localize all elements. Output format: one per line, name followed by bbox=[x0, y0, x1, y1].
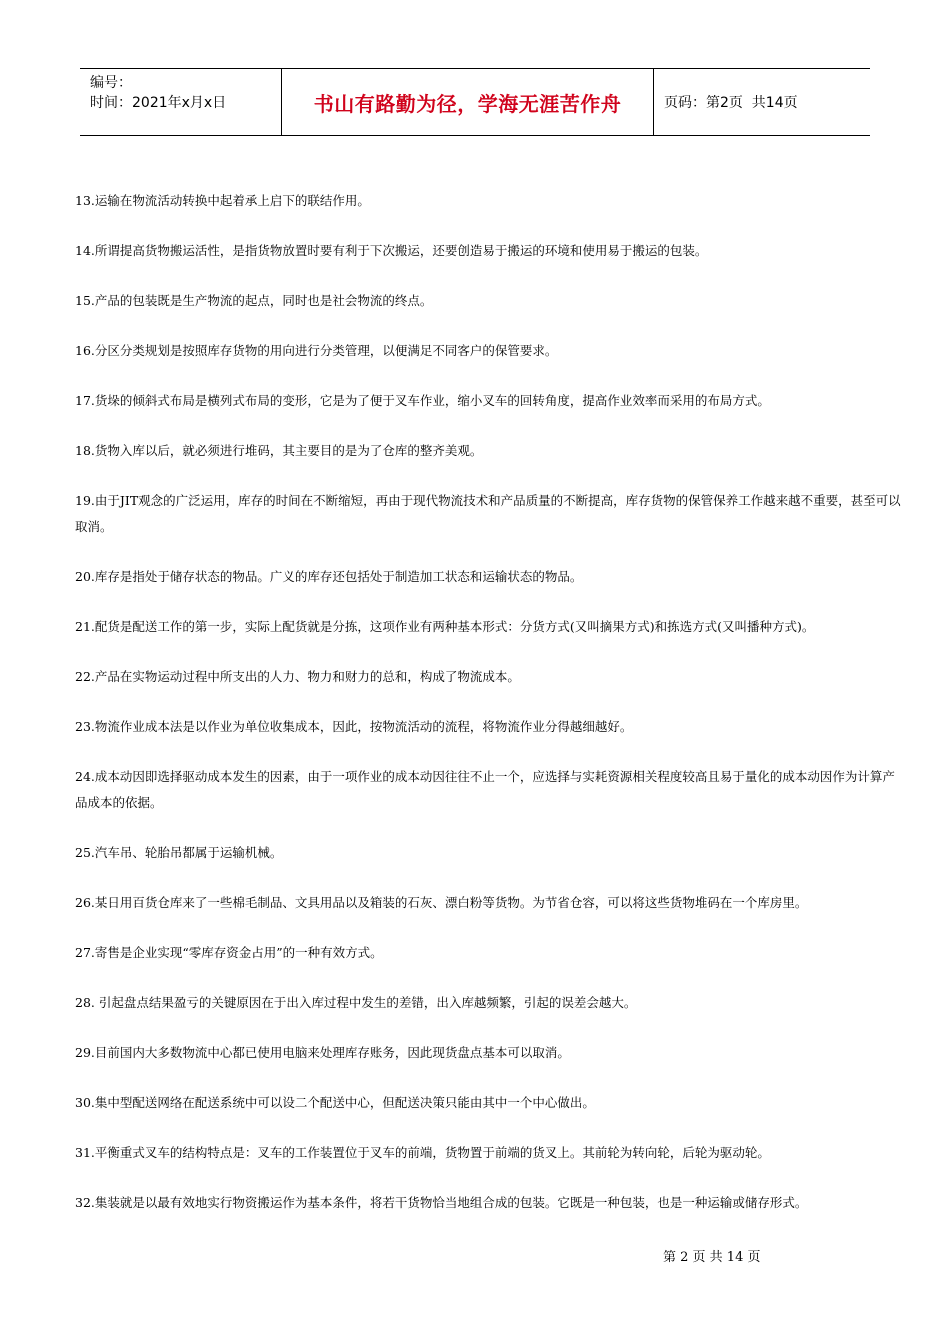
list-item: 29.目前国内大多数物流中心都已使用电脑来处理库存账务，因此现货盘点基本可以取消。 bbox=[75, 1045, 570, 1060]
list-item: 32.集装就是以最有效地实行物资搬运作为基本条件，将若干货物恰当地组合成的包装。它既是一种包装，也是一种运输或储存形式。 bbox=[75, 1195, 808, 1210]
list-item: 21.配货是配送工作的第一步，实际上配货就是分拣，这项作业有两种基本形式：分货方式(又叫摘果方式)和拣选方式(又叫播种方式)。 bbox=[75, 619, 815, 634]
list-item: 30.集中型配送网络在配送系统中可以设二个配送中心，但配送决策只能由其中一个中心做出。 bbox=[75, 1095, 595, 1110]
list-item: 13.运输在物流活动转换中起着承上启下的联结作用。 bbox=[75, 193, 370, 208]
document-header bbox=[80, 68, 870, 136]
motto-text: 书山有路勤为径，学海无涯苦作舟 bbox=[313, 91, 622, 116]
list-item: 15.产品的包装既是生产物流的起点，同时也是社会物流的终点。 bbox=[75, 293, 433, 308]
page-code-text: 页码：第2页 共14页 bbox=[664, 95, 798, 111]
header-meta bbox=[80, 69, 281, 135]
page-footer: 第 2 页 共 14 页 bbox=[663, 1250, 761, 1265]
list-item: 20.库存是指处于储存状态的物品。广义的库存还包括处于制造加工状态和运输状态的物品。 bbox=[75, 569, 583, 584]
list-item: 31.平衡重式叉车的结构特点是：叉车的工作装置位于叉车的前端，货物置于前端的货叉上。其前轮为转向轮，后轮为驱动轮。 bbox=[75, 1145, 770, 1160]
list-item: 14.所谓提高货物搬运活性，是指货物放置时要有利于下次搬运，还要创造易于搬运的环境和使用易于搬运的包装。 bbox=[75, 243, 708, 258]
list-item: 27.寄售是企业实现“零库存资金占用”的一种有效方式。 bbox=[75, 945, 383, 960]
list-item: 25.汽车吊、轮胎吊都属于运输机械。 bbox=[75, 845, 283, 860]
header-page-code bbox=[654, 69, 870, 135]
list-item: 19.由于JIT观念的广泛运用，库存的时间在不断缩短，再由于现代物流技术和产品质量的不断提高，库存货物的保管保养工作越来越不重要，甚至可以取消。 bbox=[75, 493, 901, 534]
list-item: 24.成本动因即选择驱动成本发生的因素，由于一项作业的成本动因往往不止一个，应选择与实耗资源相关程度较高且易于量化的成本动因作为计算产品成本的依据。 bbox=[75, 769, 895, 810]
question-list bbox=[75, 188, 907, 1240]
list-item: 16.分区分类规划是按照库存货物的用向进行分类管理，以便满足不同客户的保管要求。 bbox=[75, 343, 558, 358]
list-item: 26.某日用百货仓库来了一些棉毛制品、文具用品以及箱装的石灰、漂白粉等货物。为节省仓容，可以将这些货物堆码在一个库房里。 bbox=[75, 895, 808, 910]
header-motto bbox=[281, 69, 654, 135]
list-item: 23.物流作业成本法是以作业为单位收集成本，因此，按物流活动的流程，将物流作业分得越细越好。 bbox=[75, 719, 633, 734]
list-item: 18.货物入库以后，就必须进行堆码，其主要目的是为了仓库的整齐美观。 bbox=[75, 443, 483, 458]
list-item: 28. 引起盘点结果盈亏的关键原因在于出入库过程中发生的差错，出入库越频繁，引起的误差会越大。 bbox=[75, 995, 637, 1010]
list-item: 22.产品在实物运动过程中所支出的人力、物力和财力的总和，构成了物流成本。 bbox=[75, 669, 520, 684]
serial-label: 编号： bbox=[90, 75, 132, 91]
time-label: 时间：2021年x月x日 bbox=[90, 95, 227, 111]
list-item: 17.货垛的倾斜式布局是横列式布局的变形，它是为了便于叉车作业，缩小叉车的回转角度，提高作业效率而采用的布局方式。 bbox=[75, 393, 770, 408]
